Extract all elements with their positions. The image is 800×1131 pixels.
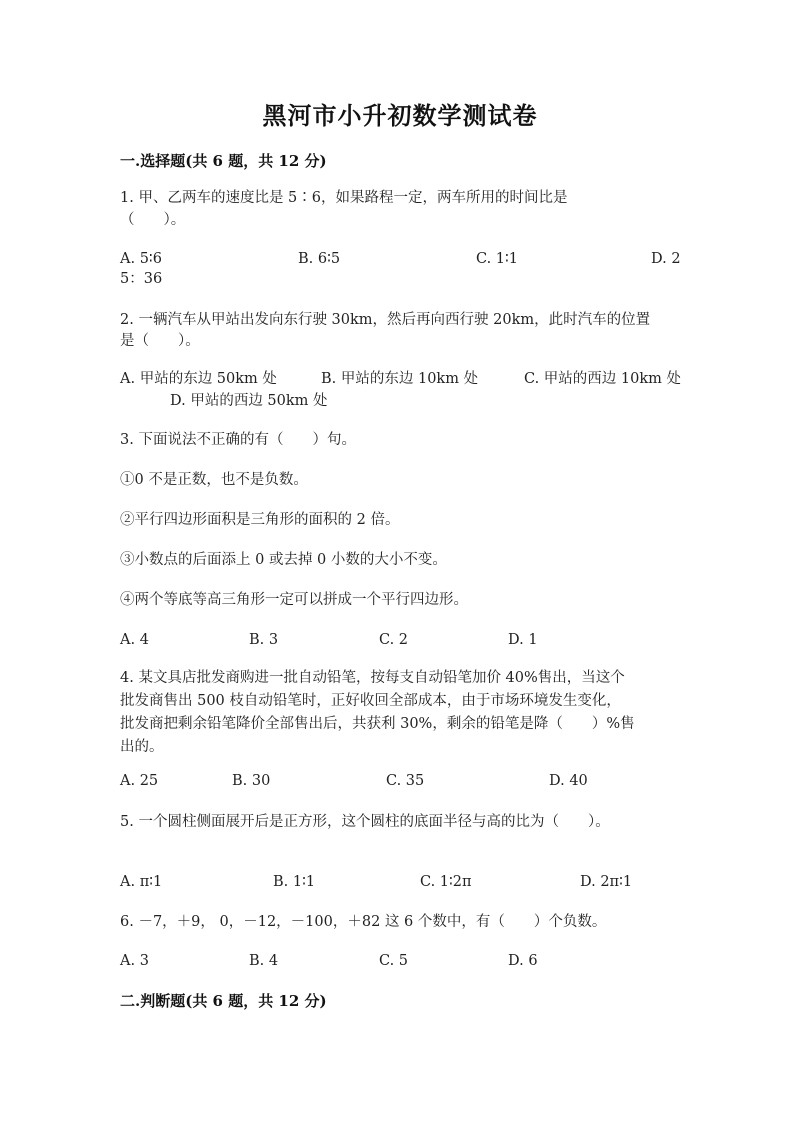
q1-option-b: B. 6∶5 — [298, 251, 341, 267]
question-1-line-2: （ ）。 — [120, 212, 186, 228]
q6-option-d: D. 6 — [508, 953, 538, 969]
q1-option-d: D. 2 — [651, 251, 681, 267]
question-3-statement-4: ④两个等底等高三角形一定可以拼成一个平行四边形。 — [120, 592, 468, 608]
question-4-line-2: 批发商售出 500 枝自动铅笔时，正好收回全部成本，由于市场环境发生变化， — [120, 693, 621, 709]
q3-option-d: D. 1 — [508, 632, 538, 648]
question-6-line-1: 6. －7，＋9， 0，－12，－100，＋82 这 6 个数中，有（ ）个负数。 — [120, 914, 607, 930]
q5-option-c: C. 1∶2π — [420, 874, 472, 890]
section-heading-judgement: 二.判断题(共 6 题，共 12 分) — [120, 992, 327, 1010]
q1-option-c: C. 1∶1 — [476, 251, 519, 267]
q1-option-d-wrap: 5：36 — [120, 271, 163, 287]
question-3-line-1: 3. 下面说法不正确的有（ ）句。 — [120, 432, 356, 448]
question-5-line-1: 5. 一个圆柱侧面展开后是正方形，这个圆柱的底面半径与高的比为（ ）。 — [120, 814, 610, 830]
q5-option-d: D. 2π∶1 — [580, 874, 633, 890]
q2-option-c: C. 甲站的西边 10km 处 — [524, 371, 682, 387]
q2-option-a: A. 甲站的东边 50km 处 — [120, 371, 277, 387]
q3-option-a: A. 4 — [120, 632, 149, 648]
question-4-line-4: 出的。 — [120, 739, 164, 755]
question-1-line-1: 1. 甲、乙两车的速度比是 5∶6，如果路程一定，两车所用的时间比是 — [120, 190, 568, 206]
q2-option-d: D. 甲站的西边 50km 处 — [170, 393, 328, 409]
q6-option-b: B. 4 — [249, 953, 279, 969]
q4-option-b: B. 30 — [232, 773, 271, 789]
question-2-line-1: 2. 一辆汽车从甲站出发向东行驶 30km，然后再向西行驶 20km，此时汽车的位置 — [120, 312, 651, 328]
q2-option-b: B. 甲站的东边 10km 处 — [321, 371, 479, 387]
q3-option-c: C. 2 — [379, 632, 409, 648]
question-3-statement-3: ③小数点的后面添上 0 或去掉 0 小数的大小不变。 — [120, 552, 447, 568]
question-3-statement-2: ②平行四边形面积是三角形的面积的 2 倍。 — [120, 512, 400, 528]
q6-option-c: C. 5 — [379, 953, 409, 969]
question-3-statement-1: ①0 不是正数，也不是负数。 — [120, 472, 308, 488]
q5-option-a: A. π∶1 — [120, 874, 163, 890]
q4-option-d: D. 40 — [549, 773, 588, 789]
q6-option-a: A. 3 — [120, 953, 149, 969]
question-2-line-2: 是（ ）。 — [120, 333, 200, 349]
q3-option-b: B. 3 — [249, 632, 279, 648]
page-title: 黑河市小升初数学测试卷 — [262, 101, 538, 130]
q4-option-a: A. 25 — [120, 773, 159, 789]
question-4-line-3: 批发商把剩余铅笔降价全部售出后，共获利 30%，剩余的铅笔是降（ ）%售 — [120, 716, 635, 732]
q5-option-b: B. 1∶1 — [273, 874, 316, 890]
q1-option-a: A. 5∶6 — [120, 251, 162, 267]
section-heading-choice: 一.选择题(共 6 题，共 12 分) — [120, 152, 327, 170]
q4-option-c: C. 35 — [386, 773, 425, 789]
question-4-line-1: 4. 某文具店批发商购进一批自动铅笔，按每支自动铅笔加价 40%售出，当这个 — [120, 670, 625, 686]
